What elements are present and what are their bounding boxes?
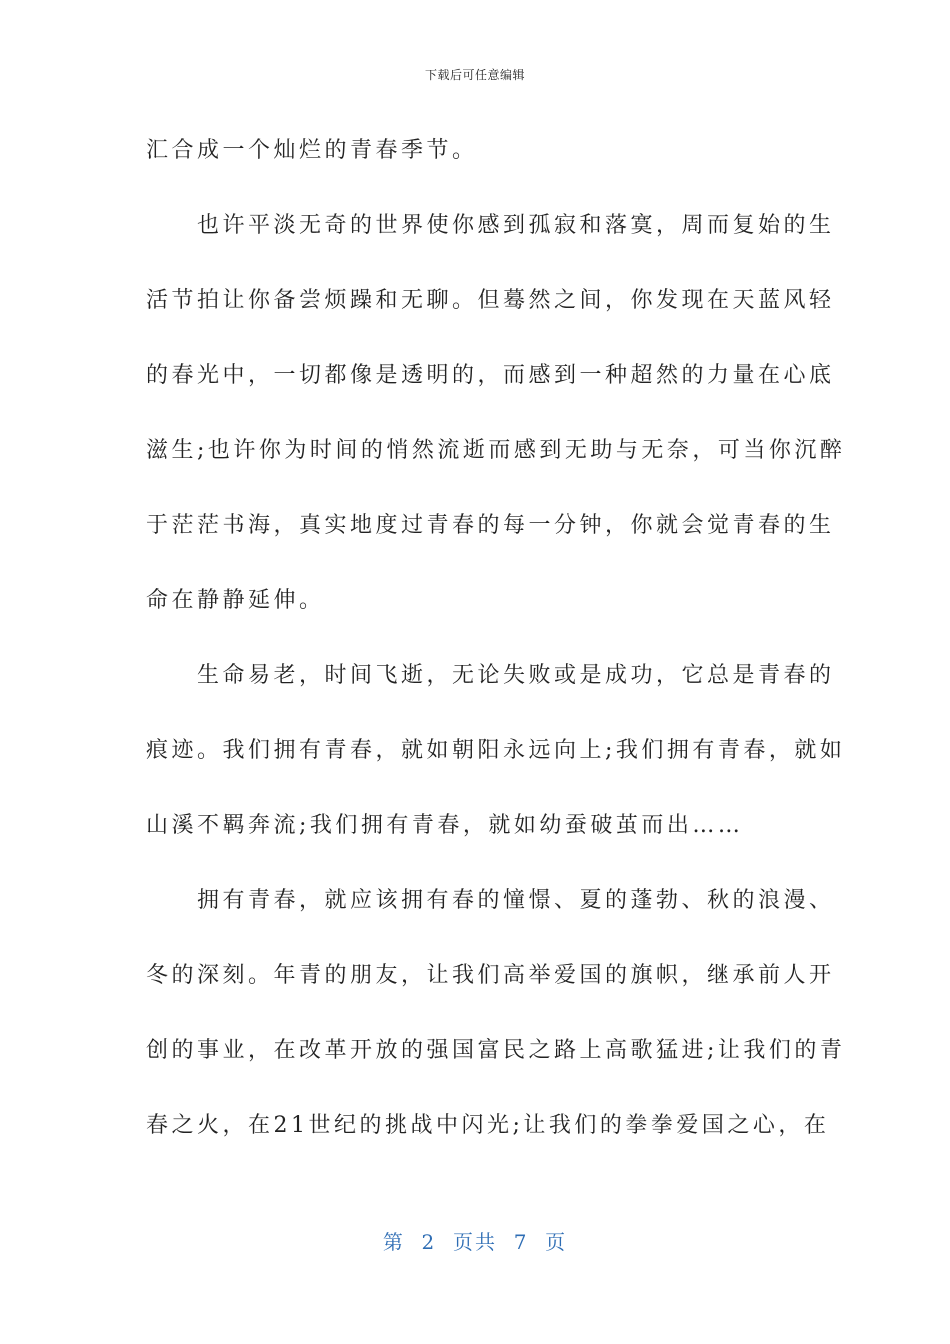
text-line: 山溪不羁奔流;我们拥有青春，就如幼蚕破茧而出…… xyxy=(146,813,744,838)
text-line: 滋生;也许你为时间的悄然流逝而感到无助与无奈，可当你沉醉 xyxy=(146,438,846,463)
text-line: 也许平淡无奇的世界使你感到孤寂和落寞，周而复始的生 xyxy=(146,213,835,238)
text-line: 创的事业，在改革开放的强国富民之路上高歌猛进;让我们的青 xyxy=(146,1038,846,1063)
text-line: 拥有青春，就应该拥有春的憧憬、夏的蓬勃、秋的浪漫、 xyxy=(146,888,835,913)
text-line: 痕迹。我们拥有青春，就如朝阳永远向上;我们拥有青春，就如 xyxy=(146,738,846,763)
text-line: 的春光中，一切都像是透明的，而感到一种超然的力量在心底 xyxy=(146,363,835,388)
text-line: 冬的深刻。年青的朋友，让我们高举爱国的旗帜，继承前人开 xyxy=(146,963,835,988)
text-line: 命在静静延伸。 xyxy=(146,588,325,613)
page-header: 下载后可任意编辑 xyxy=(424,68,525,82)
text-line: 于茫茫书海，真实地度过青春的每一分钟，你就会觉青春的生 xyxy=(146,513,835,538)
text-line: 活节拍让你备尝烦躁和无聊。但蓦然之间，你发现在天蓝风轻 xyxy=(146,288,835,313)
page-number-footer: 第 2 页共 7 页 xyxy=(382,1230,568,1254)
text-line: 生命易老，时间飞逝，无论失败或是成功，它总是青春的 xyxy=(146,663,835,688)
text-line: 春之火，在21世纪的挑战中闪光;让我们的拳拳爱国之心，在 xyxy=(146,1113,830,1138)
text-line: 汇合成一个灿烂的青春季节。 xyxy=(146,138,478,163)
